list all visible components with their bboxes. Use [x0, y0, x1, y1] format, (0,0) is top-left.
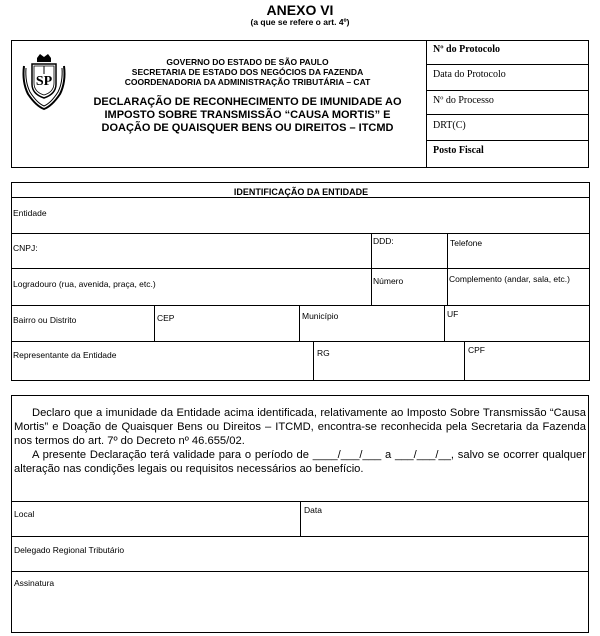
col-divider	[447, 233, 448, 268]
col-divider	[444, 305, 445, 341]
row-divider	[11, 197, 590, 198]
logradouro-label: Logradouro (rua, avenida, praça, etc.)	[13, 279, 156, 289]
protocol-divider	[426, 90, 589, 91]
annex-subtitle: (a que se refere o art. 4º)	[250, 17, 350, 27]
local-label: Local	[14, 509, 35, 519]
row-divider	[11, 233, 590, 234]
gov-line-2: SECRETARIA DE ESTADO DOS NEGÓCIOS DA FAZENDA	[131, 67, 364, 77]
representante-label: Representante da Entidade	[13, 350, 117, 360]
entity-section-title: IDENTIFICAÇÃO DA ENTIDADE	[233, 187, 369, 197]
declaration-title-line-1: DECLARAÇÃO DE RECONHECIMENTO DE IMUNIDADE AO	[93, 96, 402, 108]
col-divider	[371, 268, 372, 305]
entidade-label: Entidade	[13, 208, 47, 218]
assinatura-label: Assinatura	[14, 578, 55, 588]
row-divider	[11, 305, 590, 306]
delegado-label: Delegado Regional Tributário	[14, 545, 125, 555]
protocol-date-label: Data do Protocolo	[433, 69, 506, 80]
declaration-title-line-3: DOAÇÃO DE QUAISQUER BENS OU DIREITOS – ITCMD	[101, 122, 394, 134]
cep-label: CEP	[157, 313, 175, 323]
gov-line-3: COORDENADORIA DA ADMINISTRAÇÃO TRIBUTÁRIA – CAT	[124, 77, 371, 87]
col-divider	[154, 305, 155, 341]
uf-label: UF	[447, 309, 459, 319]
posto-fiscal-label: Posto Fiscal	[433, 145, 484, 156]
process-number-label: Nº do Processo	[433, 95, 494, 106]
col-divider	[300, 501, 301, 536]
declaration-paragraph-1: Declaro que a imunidade da Entidade acima identificada, relativamente ao Imposto Sobre Transmissão “Causa Mortis” e Doação de Quaisquer Bens ou Direitos – ITCMD, encontra-se reconhecida pela Secretaria da Fazenda nos termos do art. 7º do Decreto nº 46.655/02.	[14, 407, 586, 447]
annex-title: ANEXO VI	[266, 2, 334, 18]
data-label: Data	[304, 505, 322, 515]
municipio-label: Município	[302, 311, 339, 321]
header-divider	[426, 40, 427, 168]
col-divider	[464, 341, 465, 381]
protocol-divider	[426, 64, 589, 65]
protocol-divider	[426, 140, 589, 141]
col-divider	[313, 341, 314, 381]
numero-label: Número	[373, 276, 404, 286]
col-divider	[447, 268, 448, 305]
svg-text:SP: SP	[35, 74, 53, 89]
cpf-label: CPF	[468, 345, 485, 355]
row-divider	[11, 341, 590, 342]
declaration-paragraph-2: A presente Declaração terá validade para o período de ____/___/___ a ___/___/__, salvo se ocorrer qualquer alteração nas condições legais ou requisitos necessários ao benefício.	[14, 449, 586, 475]
coat-of-arms-icon	[20, 52, 68, 112]
complemento-label: Complemento (andar, sala, etc.)	[449, 274, 570, 284]
bairro-label: Bairro ou Distrito	[13, 315, 77, 325]
declaration-title	[70, 96, 425, 135]
ddd-label: DDD:	[373, 236, 394, 246]
rg-label: RG	[317, 348, 330, 358]
row-divider	[11, 536, 589, 537]
col-divider	[371, 233, 372, 268]
protocol-divider	[426, 114, 589, 115]
cnpj-label: CNPJ:	[13, 243, 38, 253]
protocol-number-label: Nº do Protocolo	[433, 44, 500, 55]
declaration-title-line-2: IMPOSTO SOBRE TRANSMISSÃO “CAUSA MORTIS” E	[104, 109, 391, 121]
row-divider	[11, 571, 589, 572]
row-divider	[11, 268, 590, 269]
gov-line-1: GOVERNO DO ESTADO DE SÃO PAULO	[166, 57, 329, 67]
col-divider	[299, 305, 300, 341]
telefone-label: Telefone	[450, 238, 483, 248]
drt-label: DRT(C)	[433, 120, 466, 131]
declaration-text	[14, 406, 586, 476]
